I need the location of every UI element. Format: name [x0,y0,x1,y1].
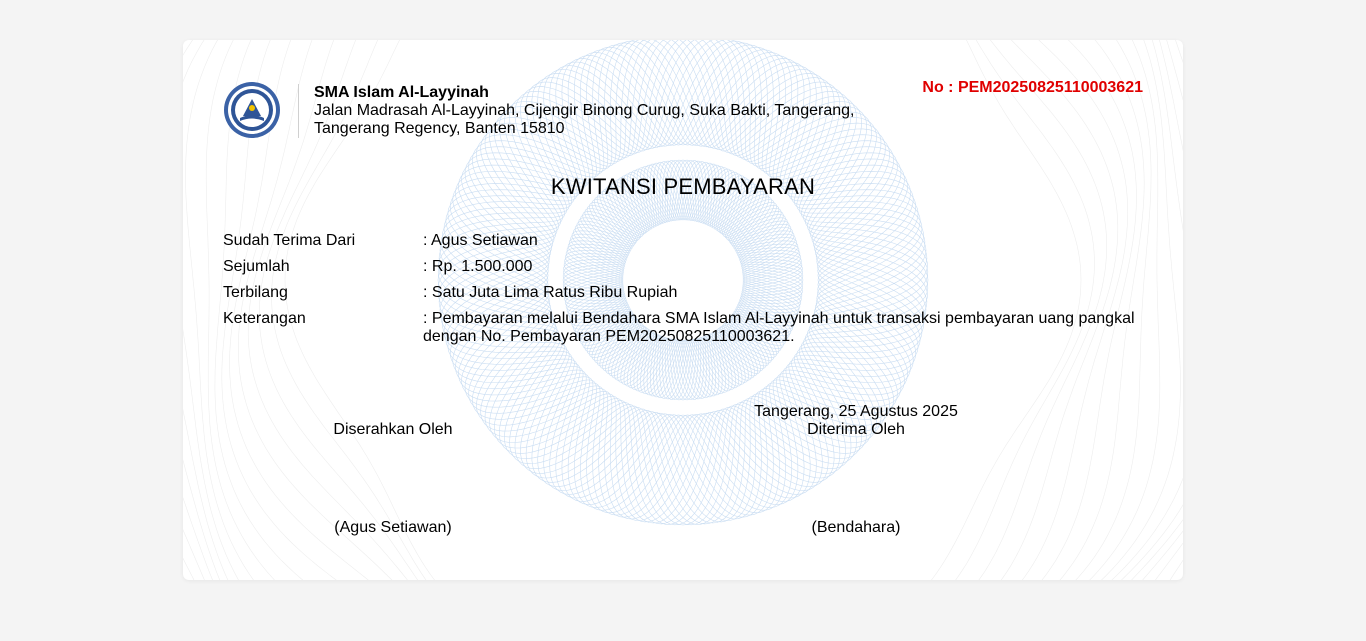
sig-right-title: Diterima Oleh [807,421,905,438]
field-label: Terbilang [223,284,288,301]
sig-left-name: (Agus Setiawan) [334,519,452,536]
sig-left-title: Diserahkan Oleh [333,421,453,438]
receipt-number: No : PEM20250825110003621 [922,79,1143,96]
school-name: SMA Islam Al-Layyinah [314,84,489,101]
school-info [314,84,874,138]
field-value: : Agus Setiawan [423,232,538,249]
payment-receipt [183,40,1183,580]
school-crest-icon [223,81,281,139]
field-value: : Pembayaran melalui Bendahara SMA Islam Al-Layyinah untuk transaksi pembayaran uang pangkal dengan No. Pembayaran PEM20250825110003621. [423,310,1135,345]
sig-right-name: (Bendahara) [811,519,901,536]
school-address-line2: Tangerang Regency, Banten 15810 [314,120,565,137]
field-label: Keterangan [223,310,306,327]
field-label: Sudah Terima Dari [223,232,356,249]
field-value: : Rp. 1.500.000 [423,258,533,275]
field-label: Sejumlah [223,258,290,275]
header-divider [298,84,299,138]
school-address-line1: Jalan Madrasah Al-Layyinah, Cijengir Binong Curug, Suka Bakti, Tangerang, [314,102,855,119]
place-date: Tangerang, 25 Agustus 2025 [754,403,958,420]
document-title: KWITANSI PEMBAYARAN [550,174,816,199]
field-value: : Satu Juta Lima Ratus Ribu Rupiah [423,284,678,301]
